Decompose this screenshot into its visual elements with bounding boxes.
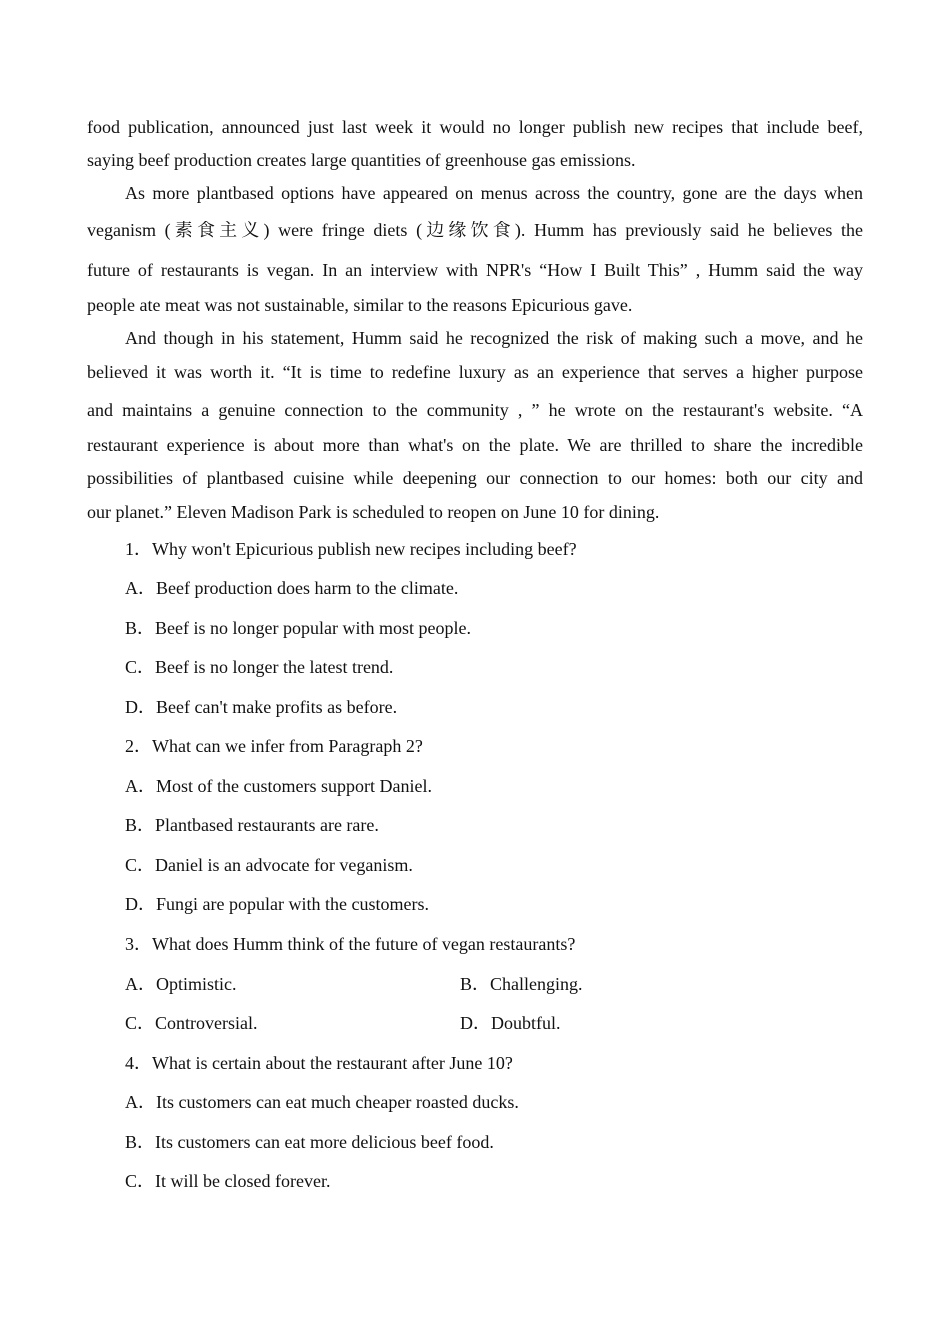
passage-line: and maintains a genuine connection to the community , ” he wrote on the restaurant's website. “A: [87, 401, 863, 420]
passage-line: people ate meat was not sustainable, similar to the reasons Epicurious gave.: [87, 295, 633, 315]
answer-option: D．Fungi are popular with the customers.: [125, 894, 429, 914]
answer-option: C．Controversial.: [125, 1013, 258, 1033]
passage-line: And though in his statement, Humm said he recognized the risk of making such a move, and he: [125, 329, 863, 348]
passage-line: food publication, announced just last week it would no longer publish new recipes that include beef,: [87, 118, 863, 137]
answer-option: C．It will be closed forever.: [125, 1171, 331, 1191]
passage-line: restaurant experience is about more than what's on the plate. We are thrilled to share the incredible: [87, 436, 863, 455]
answer-option: D．Doubtful.: [460, 1013, 561, 1033]
answer-option: A．Its customers can eat much cheaper roasted ducks.: [125, 1092, 519, 1112]
answer-option: A．Most of the customers support Daniel.: [125, 776, 432, 796]
passage-line: our planet.” Eleven Madison Park is scheduled to reopen on June 10 for dining.: [87, 502, 660, 522]
answer-option: B．Challenging.: [460, 974, 583, 994]
passage-line: future of restaurants is vegan. In an interview with NPR's “How I Built This” , Humm said the way: [87, 261, 863, 280]
answer-option: D．Beef can't make profits as before.: [125, 697, 398, 717]
answer-option: A．Optimistic.: [125, 974, 237, 994]
passage-line: As more plantbased options have appeared on menus across the country, gone are the days when: [125, 184, 863, 203]
answer-option: B．Its customers can eat more delicious beef food.: [125, 1132, 494, 1152]
passage-line: veganism (素食主义) were fringe diets (边缘饮食). Humm has previously said he believes the: [87, 221, 863, 240]
question-stem: 4．What is certain about the restaurant after June 10?: [125, 1053, 513, 1073]
question-stem: 2．What can we infer from Paragraph 2?: [125, 736, 423, 756]
passage-line: believed it was worth it. “It is time to redefine luxury as an experience that serves a higher purpose: [87, 363, 863, 382]
answer-option: C．Daniel is an advocate for veganism.: [125, 855, 413, 875]
answer-option: B．Beef is no longer popular with most people.: [125, 618, 471, 638]
passage-line: possibilities of plantbased cuisine while deepening our connection to our homes: both our city and: [87, 469, 863, 488]
answer-option: C．Beef is no longer the latest trend.: [125, 657, 394, 677]
passage-line: saying beef production creates large quantities of greenhouse gas emissions.: [87, 150, 636, 170]
question-stem: 1．Why won't Epicurious publish new recipes including beef?: [125, 539, 577, 559]
answer-option: A．Beef production does harm to the climate.: [125, 578, 459, 598]
answer-option: B．Plantbased restaurants are rare.: [125, 815, 379, 835]
question-stem: 3．What does Humm think of the future of vegan restaurants?: [125, 934, 576, 954]
